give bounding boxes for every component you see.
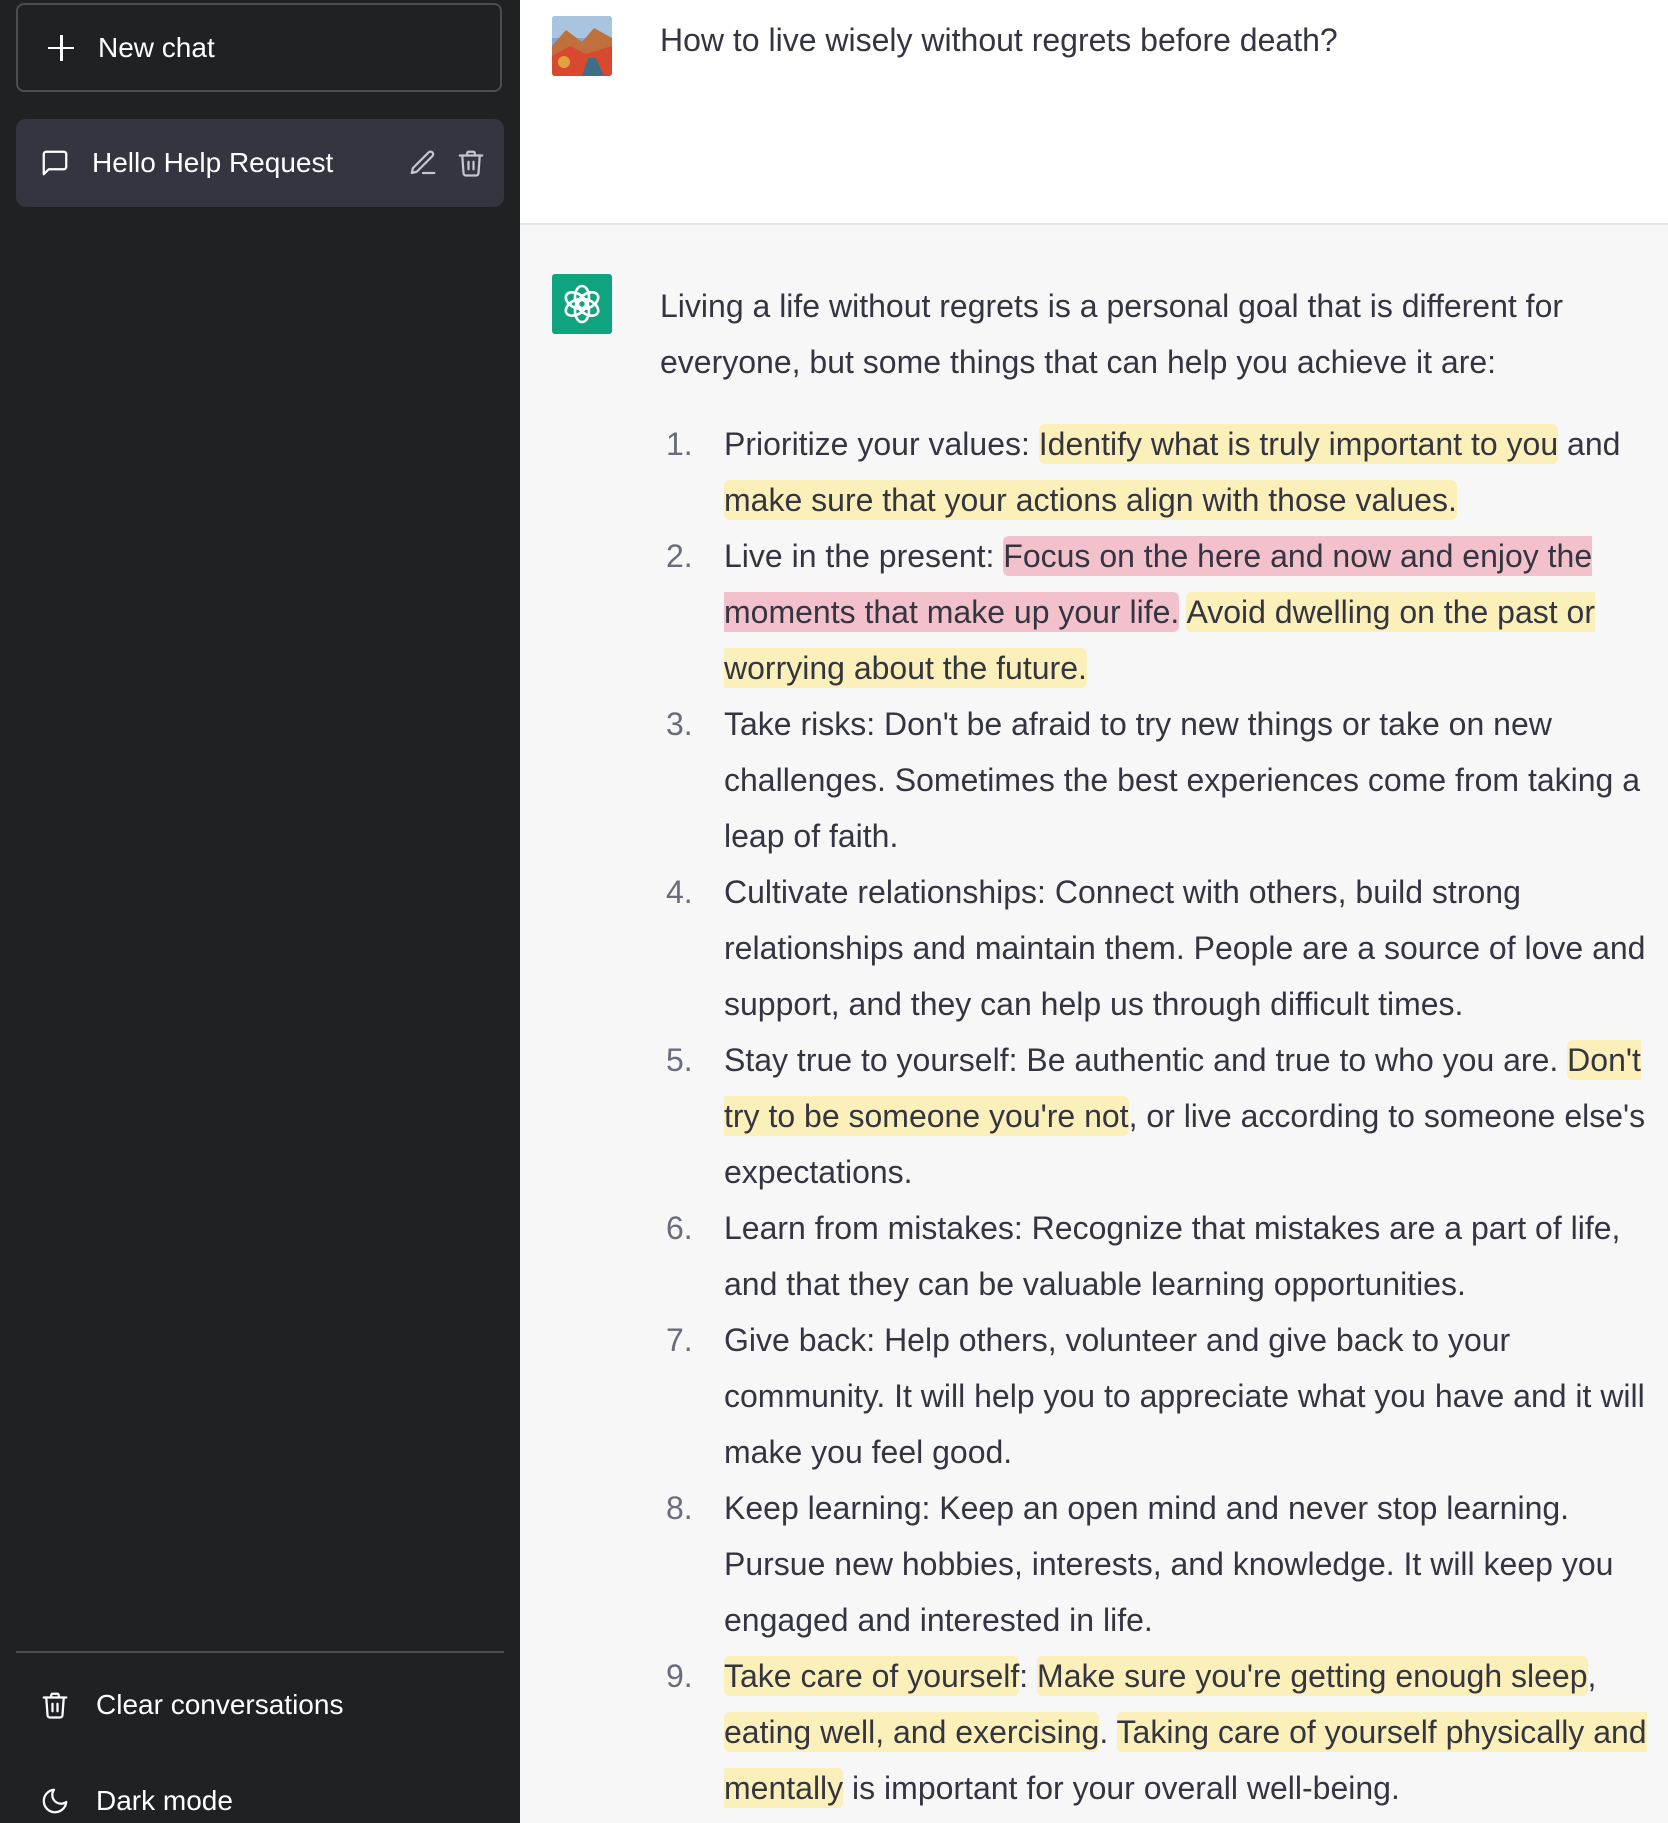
trash-icon [40,1690,70,1720]
user-message [520,0,1668,225]
list-number: 1. [666,426,693,462]
edit-pencil-icon[interactable] [408,148,438,178]
list-item [660,528,1660,696]
list-text: Stay true to yourself: Be authentic and true to who you are. [724,1042,1568,1078]
list-number: 5. [666,1042,693,1078]
assistant-intro: Living a life without regrets is a personal goal that is different for everyone, but some things that can help you achieve it are: [660,288,1564,380]
user-message-text: How to live wisely without regrets before death? [660,22,1338,58]
highlight-yellow: Don't try to be someone you're not [724,1042,1641,1134]
assistant-message [520,225,1668,1823]
list-text: Give back: Help others, volunteer and give back to your community. It will help you to appreciate what you have and it will make you feel good. [724,1322,1645,1470]
list-text: : [1019,1658,1038,1694]
list-item [660,1312,1660,1480]
chat-bubble-icon [40,148,70,178]
list-item [660,864,1660,1032]
highlight-yellow: Take care of yourself [724,1658,1020,1694]
list-item [660,696,1660,864]
chat-main [520,0,1668,1823]
new-chat-button[interactable] [16,3,502,92]
delete-trash-icon[interactable] [456,148,486,178]
highlight-red: Focus on the here and now and enjoy the moments that make up your life. [724,538,1593,630]
list-item [660,1032,1660,1200]
list-item [660,1648,1660,1816]
dark-mode-label: Dark mode [96,1785,233,1816]
list-number: 3. [666,706,693,742]
list-item [660,1200,1660,1312]
list-text: Live in the present: [724,538,1004,574]
list-text: and [1558,426,1621,462]
list-text: . [1099,1714,1117,1750]
assistant-message-text [660,278,1660,1816]
list-text: Keep learning: Keep an open mind and never stop learning. Pursue new hobbies, interests, and knowledge. It will keep you engaged and interested in life. [724,1490,1614,1638]
list-number: 4. [666,874,693,910]
highlight-yellow: Identify what is truly important to you [1038,426,1559,462]
dark-mode-button[interactable] [16,1765,504,1823]
list-text: , [1587,1658,1597,1694]
list-text: , or live according to someone else's expectations. [724,1098,1646,1190]
list-number: 9. [666,1658,693,1694]
highlight-yellow: Taking care of yourself physically and mentally [724,1714,1647,1806]
sidebar-divider [16,1651,504,1653]
list-text: is important for your overall well-being. [843,1770,1400,1806]
moon-icon [40,1786,70,1816]
clear-conversations-button[interactable] [16,1669,504,1741]
conversation-title: Hello Help Request [92,147,334,178]
openai-logo-icon [552,274,612,334]
list-number: 2. [666,538,693,574]
list-text: Take risks: Don't be afraid to try new things or take on new challenges. Sometimes the best experiences come from taking a leap of faith. [724,706,1641,854]
highlight-yellow: make sure that your actions align with those values. [724,482,1457,518]
conversation-item[interactable] [16,119,504,207]
new-chat-label: New chat [98,31,215,63]
list-text: Cultivate relationships: Connect with others, build strong relationships and maintain them. People are a source of love and support, and they can help us through difficult times. [724,874,1646,1022]
list-item [660,416,1660,528]
tips-list [660,416,1660,1816]
list-text: Prioritize your values: [724,426,1039,462]
highlight-yellow: Avoid dwelling on the past or worrying about the future. [724,594,1595,686]
highlight-yellow: eating well, and exercising [724,1714,1100,1750]
list-number: 6. [666,1210,693,1246]
sidebar [0,0,520,1823]
user-avatar [552,16,612,76]
list-number: 7. [666,1322,693,1358]
highlight-yellow: Make sure you're getting enough sleep [1037,1658,1588,1694]
clear-conversations-label: Clear conversations [96,1689,344,1720]
list-item [660,1480,1660,1648]
plus-icon [48,35,74,61]
list-number: 8. [666,1490,693,1526]
list-text: Learn from mistakes: Recognize that mistakes are a part of life, and that they can be valuable learning opportunities. [724,1210,1621,1302]
